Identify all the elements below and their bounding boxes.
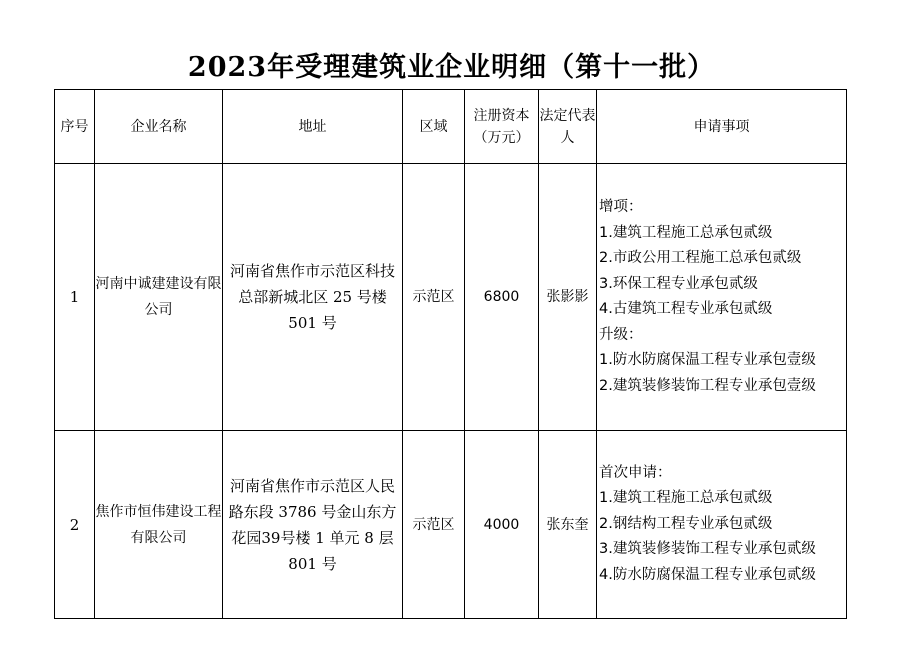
cell-rep: 张影影 bbox=[539, 164, 597, 431]
table-row bbox=[55, 431, 847, 619]
cell-capital: 4000 bbox=[465, 431, 539, 619]
application-line: 2.建筑装修装饰工程专业承包壹级 bbox=[599, 377, 816, 394]
application-line: 升级： bbox=[599, 326, 643, 343]
cell-rep: 张东奎 bbox=[539, 431, 597, 619]
application-line: 1.建筑工程施工总承包贰级 bbox=[599, 490, 773, 507]
cell-application bbox=[597, 164, 847, 431]
header-name: 企业名称 bbox=[95, 90, 223, 164]
header-seq: 序号 bbox=[55, 90, 95, 164]
header-rep: 法定代表人 bbox=[539, 90, 597, 164]
application-line: 3.环保工程专业承包贰级 bbox=[599, 275, 758, 292]
cell-district: 示范区 bbox=[403, 164, 465, 431]
cell-seq: 2 bbox=[55, 431, 95, 619]
application-line: 2.市政公用工程施工总承包贰级 bbox=[599, 250, 802, 266]
application-line: 1.防水防腐保温工程专业承包壹级 bbox=[599, 352, 816, 368]
cell-application bbox=[597, 431, 847, 619]
application-line: 1.建筑工程施工总承包贰级 bbox=[599, 224, 773, 241]
cell-capital: 6800 bbox=[465, 164, 539, 431]
cell-district: 示范区 bbox=[403, 431, 465, 619]
table-header-row bbox=[55, 90, 847, 164]
cell-name: 河南中诚建建设有限公司 bbox=[95, 164, 223, 431]
cell-name: 焦作市恒伟建设工程有限公司 bbox=[95, 431, 223, 619]
page-title: 2023年受理建筑业企业明细（第十一批） bbox=[187, 52, 716, 83]
application-line: 2.钢结构工程专业承包贰级 bbox=[599, 515, 773, 532]
application-line: 首次申请： bbox=[599, 464, 672, 481]
header-application: 申请事项 bbox=[597, 90, 847, 164]
application-line: 增项： bbox=[599, 199, 643, 215]
cell-address: 河南省焦作市示范区人民路东段 3786 号金山东方花园39号楼 1 单元 8 层 801 号 bbox=[223, 431, 403, 619]
header-capital: 注册资本（万元） bbox=[465, 90, 539, 164]
table-row bbox=[55, 164, 847, 431]
application-line: 3.建筑装修装饰工程专业承包贰级 bbox=[599, 541, 816, 558]
application-line: 4.古建筑工程专业承包贰级 bbox=[599, 301, 773, 317]
application-line: 4.防水防腐保温工程专业承包贰级 bbox=[599, 566, 816, 583]
cell-address: 河南省焦作市示范区科技总部新城北区 25 号楼 501 号 bbox=[223, 164, 403, 431]
cell-seq: 1 bbox=[55, 164, 95, 431]
enterprise-table bbox=[54, 89, 847, 619]
header-address: 地址 bbox=[223, 90, 403, 164]
header-district: 区域 bbox=[403, 90, 465, 164]
